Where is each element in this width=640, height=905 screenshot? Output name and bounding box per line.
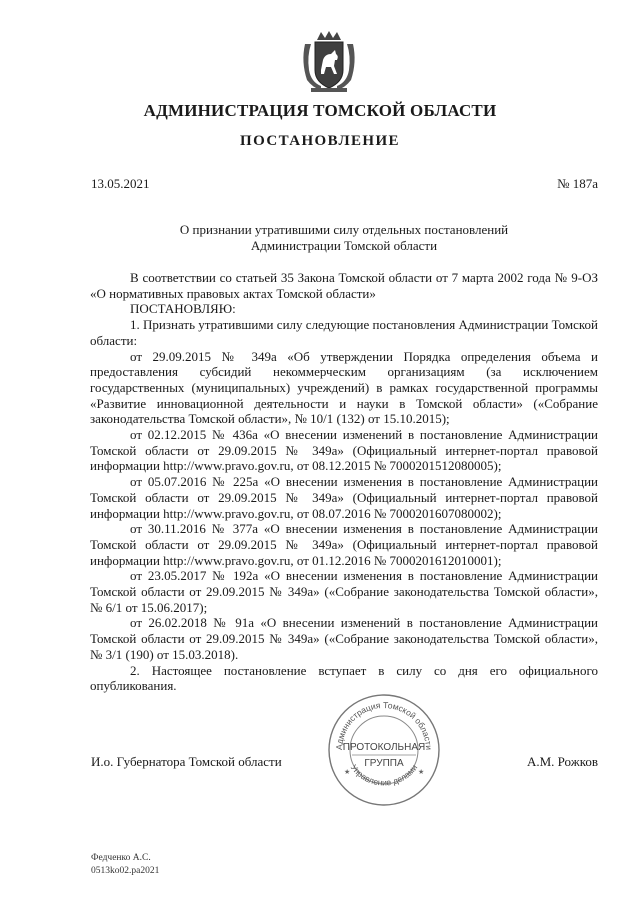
repealed-item: от 29.09.2015 № 349а «Об утверждении Порядка определения объема и предоставления субсидий некоммерческим организациям (за исключением государственных (муниципальных) учреждений) в рамках государственной программы «Развитие инновационной деятельности и науки в Томской области» («Собрание законодательства Томской области», № 10/1 (132) от 15.10.2015);: [90, 348, 598, 427]
repealed-item: от 30.11.2016 № 377а «О внесении изменения в постановление Администрации Томской области от 29.09.2015 № 349а» (Официальный интернет-портал правовой информации http://www.pravo.gov.ru, от 01.12.2016 № 7000201612010001);: [90, 521, 598, 568]
repealed-item: от 26.02.2018 № 91а «О внесении изменений в постановление Администрации Томской области от 29.09.2015 № 349а» («Собрание законодательства Томской области», № 3/1 (190) от 15.03.2018).: [90, 615, 598, 662]
signatory-name: А.М. Рожков: [526, 754, 598, 769]
stamp-seal: [326, 692, 442, 808]
preamble: В соответствии со статьей 35 Закона Томской области от 7 марта 2002 года № 9-ОЗ «О нормативных правовых актах Томской области»: [90, 270, 598, 301]
repealed-item: от 23.05.2017 № 192а «О внесении изменения в постановление Администрации Томской области от 29.09.2015 № 349а» («Собрание законодательства Томской области», № 6/1 от 15.06.2017);: [90, 568, 598, 615]
organization-title: АДМИНИСТРАЦИЯ ТОМСКОЙ ОБЛАСТИ: [143, 101, 497, 120]
stamp-ring-top: Администрация Томской области: [333, 699, 435, 751]
signatory-position: И.о. Губернатора Томской области: [91, 754, 282, 769]
footer-author: Федченко А.С.: [91, 853, 151, 863]
point-1: 1. Признать утратившими силу следующие постановления Администрации Томской области:: [90, 317, 598, 348]
document-date: 13.05.2021: [91, 176, 150, 191]
stamp-center-line: ПРОТОКОЛЬНАЯ: [342, 742, 426, 753]
repealed-item: от 02.12.2015 № 436а «О внесении изменений в постановление Администрации Томской области от 29.09.2015 № 349а» (Официальный интернет-портал правовой информации http://www.pravo.gov.ru, от 08.12.2015 № 7000201512080005);: [90, 427, 598, 474]
footer-code: 0513ko02.pa2021: [91, 866, 160, 876]
document-number: № 187а: [557, 176, 598, 191]
star-icon: ★: [418, 768, 425, 776]
tomsk-coat-of-arms-icon: [301, 30, 357, 94]
subject-line: О признании утратившими силу отдельных постановлений: [179, 222, 509, 237]
document-body: [90, 270, 598, 694]
stamp-ring-bottom: Управление делами: [348, 762, 420, 788]
document-type: ПОСТАНОВЛЕНИЕ: [240, 133, 400, 149]
repealed-item: от 05.07.2016 № 225а «О внесении изменения в постановление Администрации Томской области от 29.09.2015 № 349а» (Официальный интернет-портал правовой информации http://www.pravo.gov.ru, от 08.07.2016 № 7000201607080002);: [90, 474, 598, 521]
document-subject: [90, 222, 598, 254]
footer-info: [91, 852, 159, 878]
stamp-center-line: ГРУППА: [364, 758, 404, 769]
resolve-heading: ПОСТАНОВЛЯЮ:: [130, 301, 236, 317]
subject-line: Администрации Томской области: [250, 238, 438, 253]
point-2: 2. Настоящее постановление вступает в силу со дня его официального опубликования.: [90, 662, 598, 694]
star-icon: ★: [344, 768, 351, 776]
